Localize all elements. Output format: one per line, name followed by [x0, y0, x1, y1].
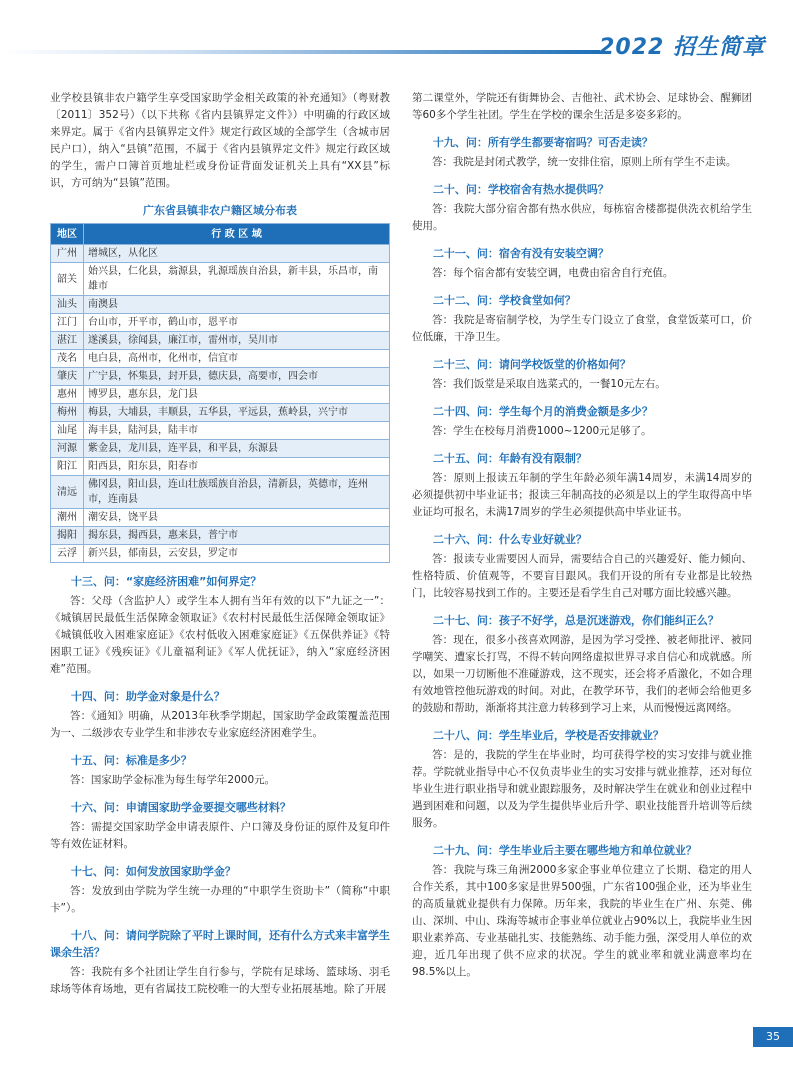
table-row	[51, 296, 390, 314]
header-divider	[0, 50, 600, 54]
table-cell-region: 清远	[51, 476, 84, 509]
question-heading: 二十四、问：学生每个月的消费金额是多少？	[432, 405, 653, 418]
table-cell-region: 茂名	[51, 350, 84, 368]
question-heading: 二十七、问：孩子不好学，总是沉迷游戏，你们能纠正么？	[432, 614, 719, 627]
table-cell-areas: 阳西县，阳东县，阳春市	[84, 458, 390, 476]
table-cell-region: 韶关	[51, 263, 84, 296]
table-row	[51, 509, 390, 527]
answer-paragraph: 答：我院有多个社团让学生自行参与，学院有足球场、篮球场、羽毛球场等体育场地，更有省属技工院校唯一的大型专业拓展基地。除了开展	[50, 966, 390, 995]
right-column	[412, 90, 752, 981]
question-heading: 二十、问：学校宿舍有热水提供吗？	[432, 183, 609, 196]
answer-paragraph: 答：是的，我院的学生在毕业时，均可获得学校的实习安排与就业推荐。学院就业指导中心不仅负责毕业生的实习安排与就业推荐，还对每位毕业生进行职业指导和就业跟踪服务，及时解决学生在就业和创业过程中遇到困难和问题，以及为学生提供毕业后升学、职业技能晋升培训等后续服务。	[412, 749, 752, 829]
question-heading: 二十一、问：宿舍有没有安装空调？	[432, 247, 609, 260]
question-heading: 十三、问：“家庭经济困难”如何界定？	[70, 575, 262, 588]
table-cell-areas: 南澳县	[84, 296, 390, 314]
table-header-row	[51, 224, 390, 245]
table-cell-areas: 梅县，大埔县，丰顺县，五华县，平远县，蕉岭县，兴宁市	[84, 404, 390, 422]
right-intro-paragraph: 第二课堂外，学院还有街舞协会、吉他社、武术协会、足球协会、醒狮团等60多个学生社团。学生在学校的课余生活是多姿多彩的。	[412, 92, 752, 121]
answer-paragraph: 答：我院是封闭式教学，统一安排住宿，原则上所有学生不走读。	[431, 156, 737, 168]
table-cell-areas: 博罗县，惠东县，龙门县	[84, 386, 390, 404]
answer-paragraph: 答：需提交国家助学金申请表原件、户口簿及身份证的原件及复印件等有效佐证材料。	[50, 821, 390, 850]
table-row	[51, 386, 390, 404]
question-heading: 二十二、问：学校食堂如何？	[432, 294, 576, 307]
answer-paragraph: 答：《通知》明确，从2013年秋季学期起，国家助学金政策覆盖范围为一、二级涉农专业学生和非涉农专业家庭经济困难学生。	[50, 710, 390, 739]
table-row	[51, 263, 390, 296]
question-heading: 十八、问：请问学院除了平时上课时间，还有什么方式来丰富学生课余生活？	[50, 929, 390, 959]
table-cell-region: 汕尾	[51, 422, 84, 440]
table-cell-areas: 广宁县，怀集县，封开县，德庆县，高要市，四会市	[84, 368, 390, 386]
table-cell-areas: 揭东县，揭西县，惠来县，普宁市	[84, 527, 390, 545]
table-cell-areas: 海丰县，陆河县，陆丰市	[84, 422, 390, 440]
answer-paragraph: 答：原则上报读五年制的学生年龄必须年满14周岁，未满14周岁的必须提供初中毕业证书；报读三年制高技的必须是以上的学生取得高中毕业证均可报名，未满17周岁的学生必须提供高中毕业证书。	[412, 472, 752, 518]
question-heading: 十六、问：申请国家助学金要提交哪些材料？	[70, 801, 291, 814]
table-title: 广东省县镇非农户籍区域分布表	[143, 204, 297, 217]
table-cell-areas: 潮安县，饶平县	[84, 509, 390, 527]
answer-paragraph: 答：国家助学金标准为每生每学年2000元。	[69, 774, 276, 786]
table-header-areas: 行 政 区 域	[84, 224, 390, 245]
table-row	[51, 545, 390, 563]
left-column	[50, 90, 390, 998]
question-heading: 十九、问：所有学生都要寄宿吗？可否走读？	[432, 136, 653, 149]
table-body	[51, 245, 390, 563]
table-row	[51, 245, 390, 263]
table-cell-areas: 紫金县，龙川县，连平县，和平县，东源县	[84, 440, 390, 458]
left-intro-paragraph: 业学校县镇非农户籍学生享受国家助学金相关政策的补充通知》（粤财教〔2011〕352号）（以下共称《省内县镇界定文件》）中明确的行政区域来界定。属于《省内县镇界定文件》规定行政区域的全部学生（含城市居民户口），纳入“县镇”范围，不属于《省内县镇界定文件》规定行政区域的学生，需户口簿首页地址栏或身份证背面发证机关上具有“XX县”标识，方可纳为“县镇”范围。	[50, 92, 390, 189]
answer-paragraph: 答：发放到由学院为学生统一办理的“中职学生资助卡”（简称“中职卡”）。	[50, 885, 390, 914]
table-cell-region: 广州	[51, 245, 84, 263]
table-row	[51, 350, 390, 368]
table-row	[51, 314, 390, 332]
answer-paragraph: 答：每个宿舍都有安装空调，电费由宿舍自行充值。	[431, 267, 674, 279]
answer-paragraph: 答：我院是寄宿制学校，为学生专门设立了食堂，食堂饭菜可口，价位低廉，干净卫生。	[412, 314, 752, 343]
answer-paragraph: 答：现在，很多小孩喜欢网游，是因为学习受挫、被老师批评、被同学嘲笑、遭家长打骂，不得不转向网络虚拟世界寻求自信心和成就感。所以，如果一刀切断他不准碰游戏，这不现实，还会将矛盾激化，不如合理有效地管控他玩游戏的时间。对此，在教学环节，我们的老师会给他更多的鼓励和帮助，渐渐将其注意力转移到学习上来，从而慢慢远离网络。	[412, 634, 752, 714]
table-cell-region: 云浮	[51, 545, 84, 563]
table-row	[51, 527, 390, 545]
table-cell-areas: 增城区，从化区	[84, 245, 390, 263]
table-cell-region: 惠州	[51, 386, 84, 404]
answer-paragraph: 答：我们饭堂是采取自选菜式的，一餐10元左右。	[431, 378, 666, 390]
answer-paragraph: 答：我院大部分宿舍都有热水供应，每栋宿舍楼都提供洗衣机给学生使用。	[412, 203, 752, 232]
question-heading: 十四、问：助学金对象是什么？	[70, 690, 225, 703]
answer-paragraph: 答：学生在校每月消费1000~1200元足够了。	[431, 425, 652, 437]
right-qa-list	[412, 134, 752, 981]
question-heading: 二十六、问：什么专业好就业？	[432, 533, 587, 546]
table-cell-areas: 遂溪县，徐闻县，廉江市，雷州市，吴川市	[84, 332, 390, 350]
question-heading: 二十五、问：年龄有没有限制？	[432, 452, 587, 465]
table-cell-areas: 始兴县，仁化县，翁源县，乳源瑶族自治县，新丰县，乐昌市，南雄市	[84, 263, 390, 296]
table-cell-areas: 新兴县，郁南县，云安县，罗定市	[84, 545, 390, 563]
table-cell-region: 江门	[51, 314, 84, 332]
question-heading: 二十九、问：学生毕业后主要在哪些地方和单位就业？	[432, 844, 697, 857]
table-cell-region: 汕头	[51, 296, 84, 314]
region-table	[50, 223, 390, 563]
table-cell-areas: 电白县，高州市，化州市，信宜市	[84, 350, 390, 368]
table-cell-region: 梅州	[51, 404, 84, 422]
table-header-region: 地区	[51, 224, 84, 245]
table-row	[51, 368, 390, 386]
answer-paragraph: 答：我院与珠三角洲2000多家企事业单位建立了长期、稳定的用人合作关系，其中100多家是世界500强，广东省100强企业，还为毕业生的高质量就业提供有力保障。历年来，我院的毕业生在广州、东莞、佛山、深圳、中山、珠海等城市企事业单位就业占90%以上，我院毕业生因职业素养高、专业基础扎实、技能熟练、动手能力强，深受用人单位的欢迎，近几年出现了供不应求的状况。学生的就业率和就业满意率均在98.5%以上。	[412, 864, 752, 978]
answer-paragraph: 答：父母（含监护人）或学生本人拥有当年有效的以下“九证之一”：《城镇居民最低生活保障金领取证》《农村村民最低生活保障金领取证》《城镇低收入困难家庭证》《农村低收入困难家庭证》《五保供养证》《特困职工证》《残疾证》《儿童福利证》《军人优抚证》，纳入“家庭经济困难”范围。	[50, 595, 390, 675]
question-heading: 十五、问：标准是多少？	[70, 754, 192, 767]
question-heading: 十七、问：如何发放国家助学金？	[70, 865, 236, 878]
table-cell-region: 潮州	[51, 509, 84, 527]
table-row	[51, 404, 390, 422]
table-cell-region: 揭阳	[51, 527, 84, 545]
table-row	[51, 476, 390, 509]
table-row	[51, 440, 390, 458]
question-heading: 二十三、问：请问学校饭堂的价格如何？	[432, 358, 631, 371]
question-heading: 二十八、问：学生毕业后，学校是否安排就业？	[432, 729, 664, 742]
table-cell-region: 肇庆	[51, 368, 84, 386]
table-cell-areas: 佛冈县，阳山县，连山壮族瑶族自治县，清新县，英德市，连州市，连南县	[84, 476, 390, 509]
table-cell-region: 阳江	[51, 458, 84, 476]
table-cell-areas: 台山市，开平市，鹤山市，恩平市	[84, 314, 390, 332]
table-cell-region: 河源	[51, 440, 84, 458]
table-row	[51, 332, 390, 350]
table-cell-region: 湛江	[51, 332, 84, 350]
table-row	[51, 422, 390, 440]
table-row	[51, 458, 390, 476]
page-title: 2022 招生简章	[599, 35, 765, 60]
left-qa-list	[50, 573, 390, 998]
answer-paragraph: 答：报读专业需要因人而异，需要结合自己的兴趣爱好、能力倾向、性格特质、价值观等，不要盲目跟风。我们开设的所有专业都是比较热门，比较容易找到工作的。主要还是看学生自己对哪方面比较感兴趣。	[412, 553, 752, 599]
page-number: 35	[753, 1027, 793, 1047]
